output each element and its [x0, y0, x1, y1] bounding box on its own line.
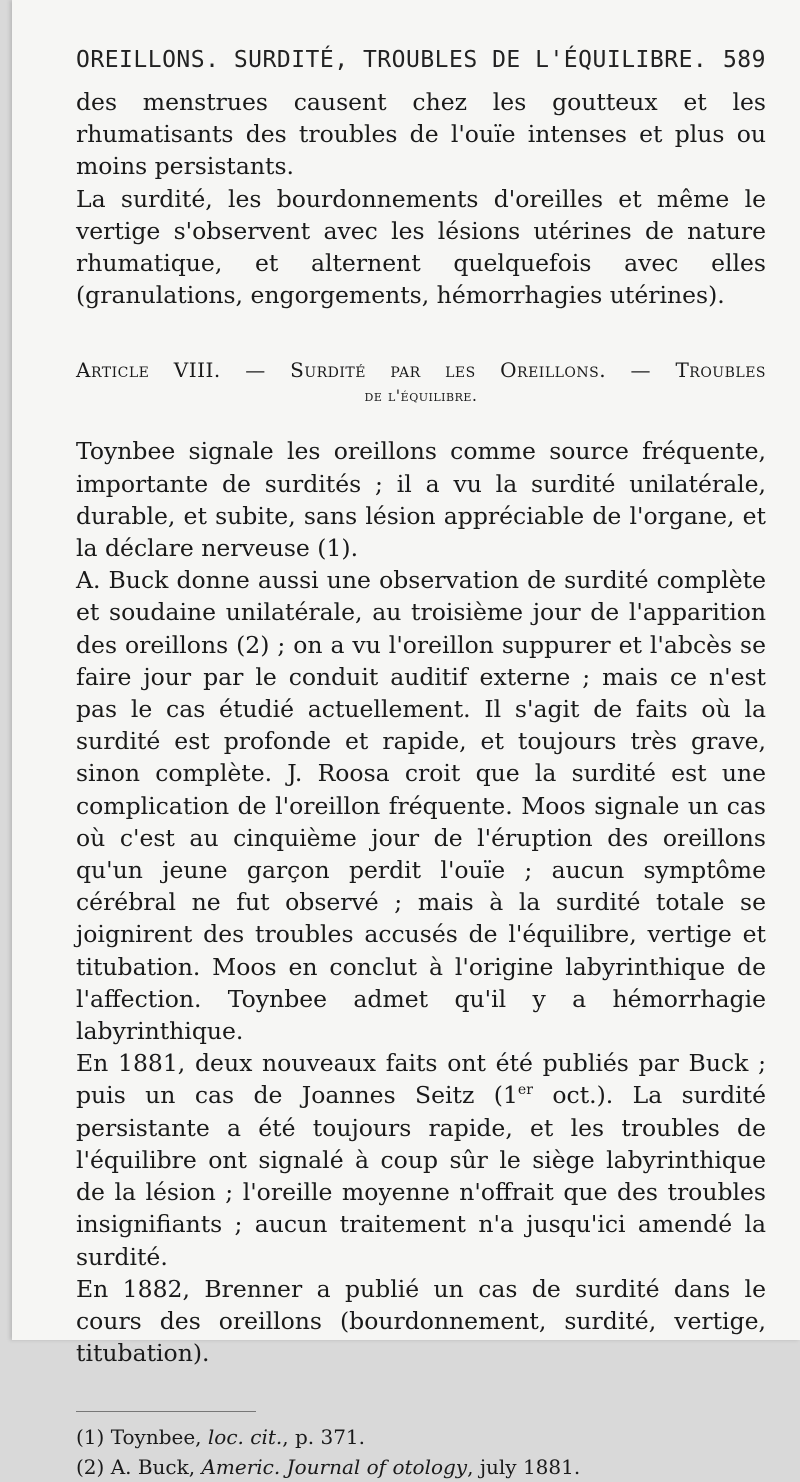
paragraph-4-part1: En 1881, deux nouveaux faits ont été publiés par Buck ; puis un cas de Joannes Seitz (1 [76, 1049, 766, 1110]
paragraph-3: A. Buck donne aussi une observation de surdité complète et soudaine unilatérale, au troisième jour de l'apparition des oreillons (2) ; on a vu l'oreillon suppurer et l'abcès se faire jour par le conduit auditif externe ; mais ce n'est pas le cas étudié actuellement. Il s'agit de faits où la surdité est profonde et rapide, et toujours très grave, sinon complète. J. Roosa croit que la surdité est une complication de l'oreillon fréquente. Moos signale un cas où c'est au cinquième jour de l'éruption des oreillons qu'un jeune garçon perdit l'ouïe ; aucun symptôme cérébral ne fut observé ; mais à la surdité totale se joignirent des troubles accusés de l'équilibre, vertige et titubation. Moos en conclut à l'origine labyrinthique de l'affection. Toynbee admet qu'il y a hémorrhagie labyrinthique. [76, 566, 766, 1046]
body-text [76, 86, 766, 1369]
running-head [76, 40, 766, 80]
footnote-2-suffix: , july 1881. [467, 1455, 581, 1480]
footnotes [76, 1422, 766, 1482]
footnote-2-prefix: (2) A. Buck, [76, 1455, 202, 1480]
page-content [76, 40, 766, 1482]
footnote-1-suffix: , p. 371. [282, 1425, 366, 1450]
paragraph-4-part2: oct.). La surdité persistante a été toujours rapide, et les troubles de l'équilibre ont signalé à coup sûr le siège labyrinthique de la lésion ; l'oreille moyenne n'offrait que des troubles insignifiants ; aucun traitement n'a jusqu'ici amendé la surdité. [76, 1081, 767, 1271]
section-gap [76, 311, 766, 357]
footnote-1-title: loc. cit. [207, 1425, 283, 1450]
footnote-divider [76, 1411, 256, 1412]
footnote-1-prefix: (1) Toynbee, [76, 1425, 208, 1450]
book-page [12, 0, 800, 1480]
running-head-title: OREILLONS. SURDITÉ, TROUBLES DE L'ÉQUILIBRE. [76, 47, 708, 73]
page-number: 589 [722, 47, 766, 73]
paragraph-4 [76, 1047, 766, 1272]
paragraph-1: La surdité, les bourdonnements d'oreilles et même le vertige s'observent avec les lésions utérines de nature rhumatique, et alternent quelquefois avec elles (granulations, engorgements, hémorrhagies utérines). [76, 184, 766, 310]
article-heading-line2: de l'équilibre. [364, 386, 478, 406]
footnote-2 [76, 1452, 766, 1482]
footnote-1 [76, 1422, 766, 1452]
paragraph-intro: des menstrues causent chez les goutteux et les rhumatisants des troubles de l'ouïe intenses et plus ou moins persistants. [76, 88, 766, 181]
article-heading-line1: Article VIII. — Surdité par les Oreillons. — Troubles [76, 358, 766, 383]
superscript-er: er [517, 1082, 533, 1099]
paragraph-5: En 1882, Brenner a publié un cas de surdité dans le cours des oreillons (bourdonnement, surdité, vertige, titubation). [76, 1274, 766, 1368]
article-heading [76, 357, 766, 409]
paragraph-2: Toynbee signale les oreillons comme source fréquente, importante de surdités ; il a vu la surdité unilatérale, durable, et subite, sans lésion appréciable de l'organe, et la déclare nerveuse (1). [76, 437, 766, 563]
footnote-2-title: Americ. Journal of otology [201, 1455, 468, 1480]
